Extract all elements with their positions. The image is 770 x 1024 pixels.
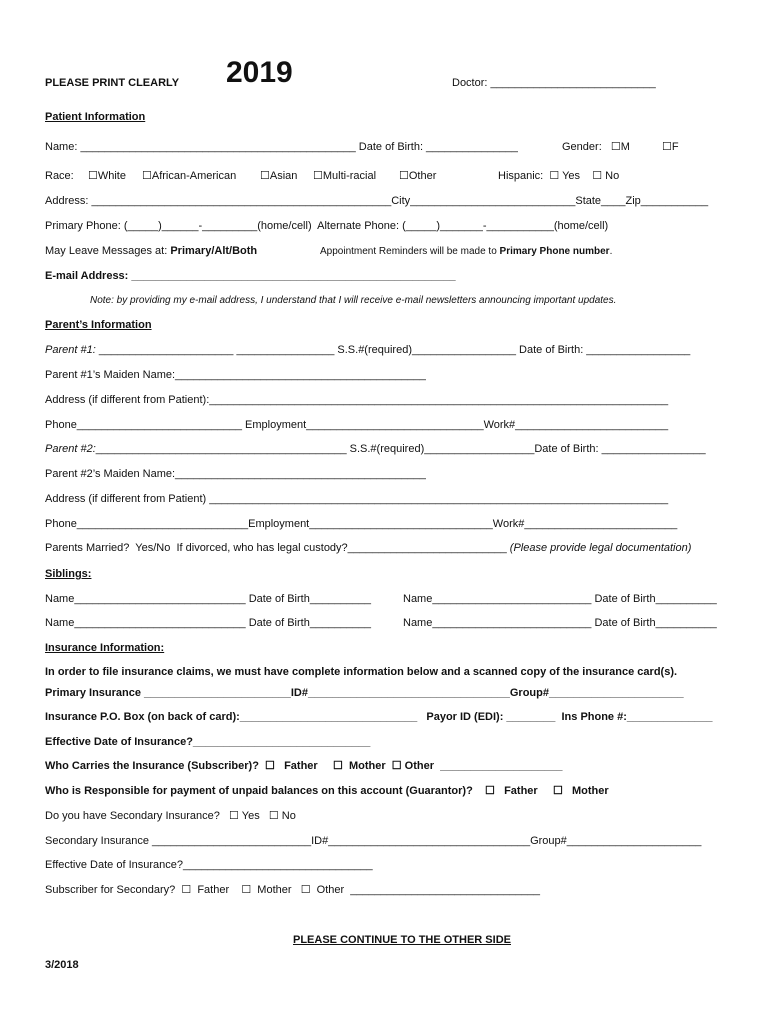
- phone-fields[interactable]: Primary Phone: (_____)______-_________(home/cell) Alternate Phone: (_____)_______-___________(home/cell): [45, 220, 609, 232]
- print-clearly-label: PLEASE PRINT CLEARLY: [45, 77, 180, 89]
- leave-messages-label: May Leave Messages at:: [45, 245, 171, 257]
- race-multi-racial-checkbox[interactable]: ☐Multi-racial: [313, 170, 377, 182]
- sibling2-right-field[interactable]: Name__________________________ Date of Birth__________: [403, 617, 717, 629]
- hispanic-checkboxes[interactable]: Hispanic: ☐ Yes ☐ No: [498, 170, 620, 182]
- email-note: Note: by providing my e-mail address, I understand that I will receive e-mail newsletters announcing important updates.: [90, 295, 617, 306]
- gender-female-checkbox[interactable]: ☐F: [662, 141, 679, 153]
- continue-other-side: PLEASE CONTINUE TO THE OTHER SIDE: [293, 934, 511, 946]
- race-white-checkbox[interactable]: ☐White: [88, 170, 126, 182]
- form-year: 2019: [226, 56, 293, 89]
- subscriber-checkboxes[interactable]: Who Carries the Insurance (Subscriber)? ☐ Father ☐ Mother ☐ Other ____________________: [45, 760, 563, 772]
- insurance-effective-date-field[interactable]: Effective Date of Insurance?_____________________________: [45, 736, 371, 748]
- leave-messages-line: [45, 244, 257, 258]
- parent2-address-field[interactable]: Address (if different from Patient) ___________________________________________________________________________: [45, 493, 669, 505]
- sibling2-left-field[interactable]: Name____________________________ Date of Birth__________: [45, 617, 372, 629]
- parent1-fields[interactable]: ______________________ ________________ S.S.#(required)_________________ Date of Birth: _________________: [95, 344, 691, 356]
- secondary-insurance-field[interactable]: Secondary Insurance __________________________ID#_________________________________Group#______________________: [45, 835, 702, 847]
- gender-male-checkbox[interactable]: Gender: ☐M: [562, 141, 630, 153]
- parent2-maiden-field[interactable]: Parent #2’s Maiden Name:_________________________________________: [45, 468, 426, 480]
- parents-married-line[interactable]: [45, 541, 691, 555]
- doctor-field[interactable]: Doctor: ___________________________: [452, 77, 656, 89]
- sibling1-left-field[interactable]: Name____________________________ Date of Birth__________: [45, 593, 372, 605]
- race-asian-checkbox[interactable]: ☐Asian: [260, 170, 298, 182]
- form-revision-date: 3/2018: [45, 959, 79, 971]
- reminders-label: Appointment Reminders will be made to: [320, 246, 500, 257]
- primary-insurance-field[interactable]: Primary Insurance ________________________ID#_________________________________Group#______________________: [45, 687, 684, 699]
- reminders-end: .: [609, 246, 613, 257]
- parents-info-heading: Parent’s Information: [45, 319, 152, 331]
- address-field[interactable]: Address: _________________________________________________City___________________________State____Zip___________: [45, 195, 709, 207]
- race-other-checkbox[interactable]: ☐Other: [399, 170, 437, 182]
- parent2-label: Parent #2:: [45, 443, 96, 455]
- parent2-fields[interactable]: _________________________________________ S.S.#(required)__________________Date of Birth: _________________: [95, 443, 706, 455]
- race-label: Race:: [45, 170, 74, 182]
- parent1-maiden-field[interactable]: Parent #1’s Maiden Name:_________________________________________: [45, 369, 426, 381]
- leave-messages-options[interactable]: Primary/Alt/Both: [170, 245, 258, 257]
- parent1-phone-field[interactable]: Phone___________________________ Employment_____________________________Work#_________________________: [45, 419, 669, 431]
- parent2-phone-field[interactable]: Phone____________________________Employment______________________________Work#_________________________: [45, 518, 678, 530]
- race-african-american-checkbox[interactable]: ☐African-American: [142, 170, 237, 182]
- sibling1-right-field[interactable]: Name__________________________ Date of Birth__________: [403, 593, 717, 605]
- parents-married-field[interactable]: Parents Married? Yes/No If divorced, who has legal custody?__________________________: [45, 542, 510, 554]
- appointment-reminders-line: [320, 245, 612, 259]
- guarantor-checkboxes[interactable]: Who is Responsible for payment of unpaid balances on this account (Guarantor)? ☐ Father ☐ Mother: [45, 785, 609, 797]
- patient-info-heading: Patient Information: [45, 111, 146, 123]
- parent1-line[interactable]: [45, 343, 690, 357]
- legal-doc-note: (Please provide legal documentation): [509, 542, 692, 554]
- parent2-line[interactable]: [45, 442, 706, 456]
- email-field[interactable]: E-mail Address: _____________________________________________________: [45, 270, 456, 282]
- insurance-intro: In order to file insurance claims, we must have complete information below and a scanned copy of the insurance card(s).: [45, 666, 678, 678]
- secondary-effective-date-field[interactable]: Effective Date of Insurance?_______________________________: [45, 859, 373, 871]
- insurance-pobox-field[interactable]: Insurance P.O. Box (on back of card):_____________________________ Payor ID (EDI): ________ Ins Phone #:______________: [45, 711, 713, 723]
- siblings-heading: Siblings:: [45, 568, 92, 580]
- secondary-subscriber-checkboxes[interactable]: Subscriber for Secondary? ☐ Father ☐ Mother ☐ Other _______________________________: [45, 884, 540, 896]
- parent1-label: Parent #1:: [45, 344, 96, 356]
- secondary-insurance-question[interactable]: Do you have Secondary Insurance? ☐ Yes ☐ No: [45, 810, 296, 822]
- patient-name-dob-field[interactable]: Name: _____________________________________________ Date of Birth: _______________: [45, 141, 518, 153]
- reminders-value: Primary Phone number: [499, 246, 610, 257]
- parent1-address-field[interactable]: Address (if different from Patient):___________________________________________________________________________: [45, 394, 669, 406]
- insurance-info-heading: Insurance Information:: [45, 642, 165, 654]
